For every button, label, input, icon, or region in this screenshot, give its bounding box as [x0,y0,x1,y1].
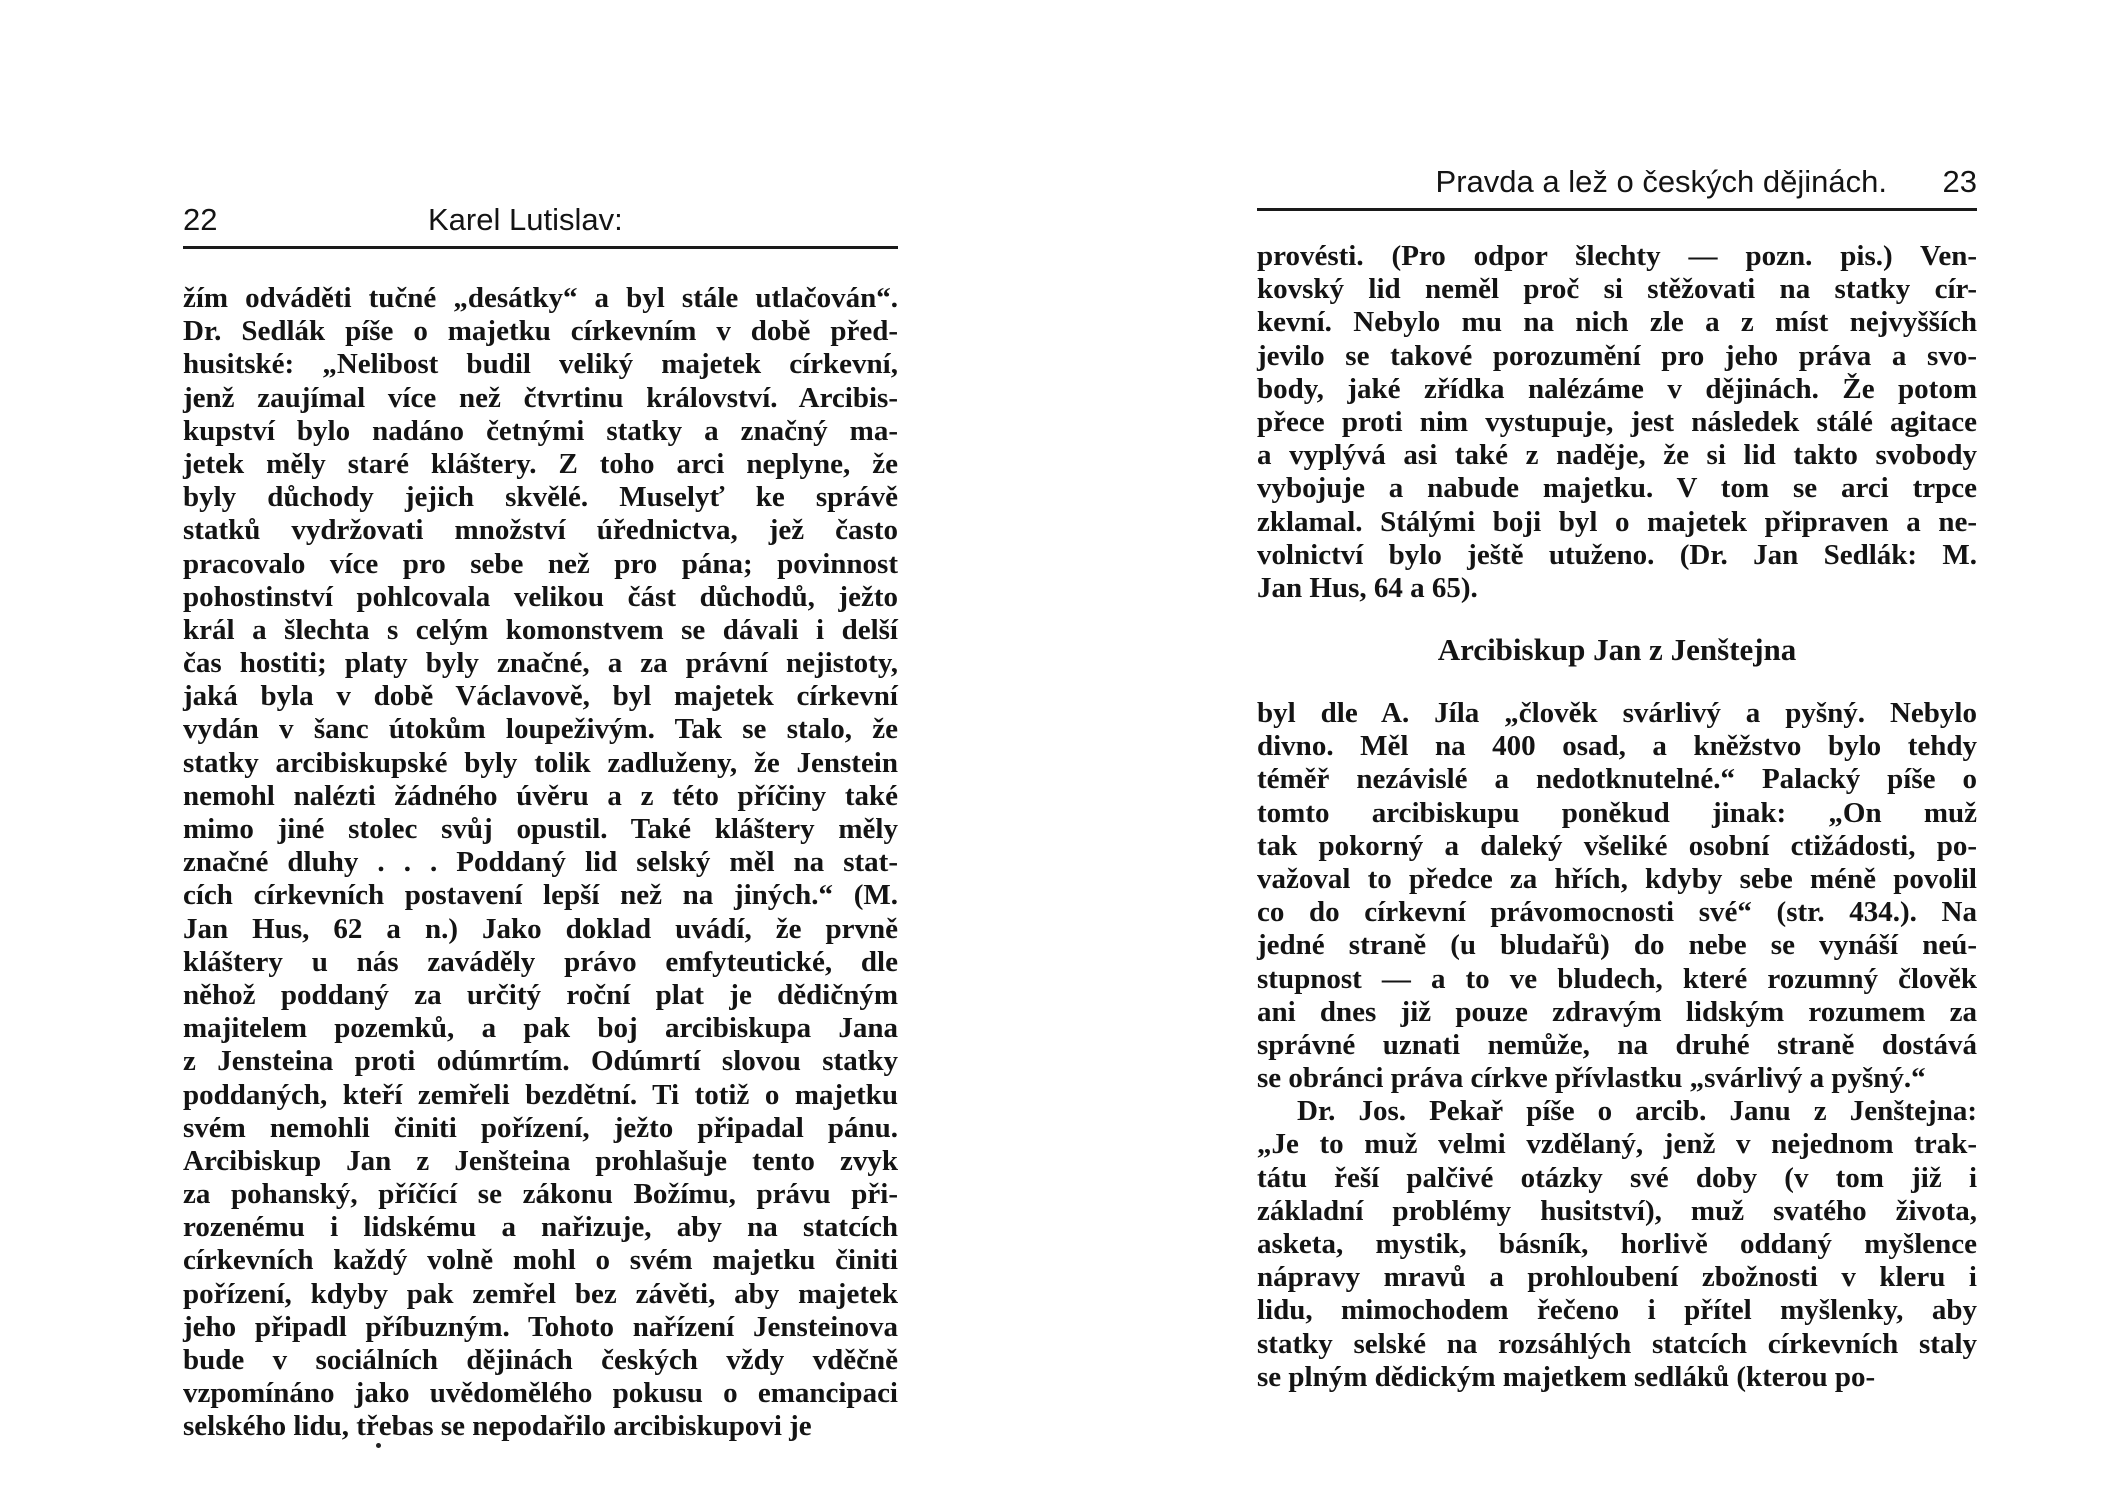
text-line: se plným dědickým majetkem sedláků (kterou po- [1257,1360,1876,1393]
text-line: král a šlechta s celým komonstvem se dávali i delší [183,613,898,646]
text-line: „Je to muž velmi vzdělaný, jenž v nejednom trak- [1257,1128,1977,1161]
text-line: body, jaké zřídka nalézáme v dějinách. Že potom [1257,372,1977,405]
text-line: stupnost — a to ve bludech, které rozumný člověk [1257,962,1977,995]
text-line: přece proti nim vystupuje, jest následek stálé agitace [1257,405,1977,438]
page-number: 23 [1942,164,1977,199]
text-line: mimo jiné stolec svůj opustil. Také kláštery měly [183,813,898,845]
text-line: základní problémy husitství), muž svatého života, [1257,1194,1977,1227]
body-text [183,282,898,1444]
text-line: pořízení, kdyby pak zemřel bez závěti, aby majetek [183,1277,898,1310]
text-line: něhož poddaný za určitý roční plat je dědičným [183,978,898,1011]
text-line: vydán v šanc útokům loupeživým. Tak se stalo, že [183,713,898,746]
text-line: cích církevních postavení lepší než na jiných.“ (M. [183,879,898,912]
text-line: tomto arcibiskupu poněkud jinak: „On muž [1257,796,1977,829]
text-line: pracovalo více pro sebe než pro pána; povinnost [183,547,898,580]
page-number: 22 [183,202,218,237]
text-line: važoval to předce za hřích, kdyby sebe méně povolil [1257,862,1977,895]
text-line: správné uznati nemůže, na druhé straně dostává [1257,1028,1977,1061]
text-line: zklamal. Stálými boji byl o majetek připraven a ne- [1257,505,1977,538]
text-line: vybojuje a nabude majetku. V tom se arci trpce [1257,472,1977,505]
text-line: kovský lid neměl proč si stěžovati na statky cír- [1257,273,1977,306]
text-line: za pohanský, příčící se zákonu Božímu, právu při- [183,1178,898,1211]
text-line: asketa, mystik, básník, horlivě oddaný myšlence [1257,1228,1977,1260]
text-line: pohostinství pohlcovala velikou část důchodů, ježto [183,580,898,613]
text-line: kupství bylo nadáno četnými statky a značný ma- [183,414,898,447]
text-line: statky selské na rozsáhlých statcích církevních staly [1257,1327,1977,1360]
running-head-title: Karel Lutislav: [428,202,623,237]
text-line: nápravy mravů a prohloubení zbožnosti v kleru i [1257,1261,1977,1294]
text-line: Jan Hus, 64 a 65). [1257,571,1478,604]
text-line: se obránci práva církve přívlastku „svárlivý a pyšný.“ [1257,1062,1926,1095]
text-line: jenž zaujímal více než čtvrtinu království. Arcibis- [183,381,898,414]
text-line: čas hostiti; platy byly značné, a za právní nejistoty, [183,647,898,680]
text-line: téměř nezávislé a nedotknutelné.“ Palacký píše o [1257,763,1977,796]
body-text [1257,240,1977,605]
running-head-title: Pravda a lež o českých dějinách. [1435,164,1887,199]
text-line: volnictví bylo ještě utuženo. (Dr. Jan Sedlák: M. [1257,538,1977,571]
text-line: divno. Měl na 400 osad, a kněžstvo bylo tehdy [1257,730,1977,763]
text-line: značné dluhy . . . Poddaný lid selský měl na stat- [183,846,898,879]
text-line: majitelem pozemků, a pak boj arcibiskupa Jana [183,1012,898,1045]
text-line: Dr. Jos. Pekař píše o arcib. Janu z Jenštejna: [1297,1095,1977,1128]
stray-ink-dot [376,1443,381,1448]
text-line: vzpomínáno jako uvědomělého pokusu o emancipaci [183,1377,898,1410]
text-line: jeho připadl příbuzným. Tohoto nařízení Jensteinova [183,1310,898,1343]
text-line: lidu, mimochodem řečeno i přítel myšlenky, aby [1257,1294,1977,1327]
text-line: statků vydržovati množství úřednictva, jež často [183,514,898,547]
text-line: Jan Hus, 62 a n.) Jako doklad uvádí, že prvně [183,912,898,945]
text-line: tak pokorný a daleký všeliké osobní ctižádosti, po- [1257,829,1977,862]
text-line: svém nemohli činiti pořízení, ježto připadal pánu. [183,1111,898,1144]
text-line: poddaných, kteří zemřeli bezdětní. Ti totiž o majetku [183,1078,898,1111]
text-line: husitské: „Nelibost budil veliký majetek církevní, [183,348,898,381]
text-line: z Jensteina proti odúmrtím. Odúmrtí slovou statky [183,1045,898,1078]
text-line: nemohl nalézti žádného úvěru a z této příčiny také [183,779,898,812]
text-line: ani dnes již pouze zdravým lidským rozumem za [1257,995,1977,1028]
text-line: jevilo se takové porozumění pro jeho práva a svo- [1257,339,1977,372]
section-heading: Arcibiskup Jan z Jenštejna [1437,632,1797,667]
text-line: a vyplývá asi také z naděje, že si lid takto svobody [1257,439,1977,472]
text-line: statky arcibiskupské byly tolik zadluženy, že Jenstein [183,746,898,779]
text-line: bude v sociálních dějinách českých vždy vděčně [183,1344,898,1376]
text-line: jaká byla v době Václavově, byl majetek církevní [183,680,898,713]
running-head [1257,162,1977,211]
text-line: provésti. (Pro odpor šlechty — pozn. pis.) Ven- [1257,240,1977,272]
text-line: jedné straně (u bludařů) do nebe se vynáší neú- [1257,929,1977,962]
text-line: tátu řeší palčivé otázky své doby (v tom již i [1257,1161,1977,1194]
text-line: jetek měly staré kláštery. Z toho arci neplyne, že [183,447,898,480]
text-line: Dr. Sedlák píše o majetku církevním v době před- [183,315,898,348]
body-text [1257,697,1977,1394]
text-line: kevní. Nebylo mu na nich zle a z míst nejvyšších [1257,306,1977,339]
text-line: selského lidu, třebas se nepodařilo arcibiskupovi je [183,1410,812,1443]
text-line: kláštery u nás zaváděly právo emfyteutické, dle [183,945,898,978]
running-head [183,200,898,249]
text-line: žím odváděti tučné „desátky“ a byl stále utlačován“. [183,282,898,314]
text-line: církevních každý volně mohl o svém majetku činiti [183,1244,898,1277]
text-line: co do církevní právomocnosti své“ (str. 434.). Na [1257,896,1977,929]
text-line: byl dle A. Jíla „člověk svárlivý a pyšný. Nebylo [1257,697,1977,729]
text-line: Arcibiskup Jan z Jenšteina prohlašuje tento zvyk [183,1144,898,1177]
text-line: rozenému i lidskému a nařizuje, aby na statcích [183,1211,898,1244]
text-line: byly důchody jejich skvělé. Muselyť ke správě [183,481,898,514]
